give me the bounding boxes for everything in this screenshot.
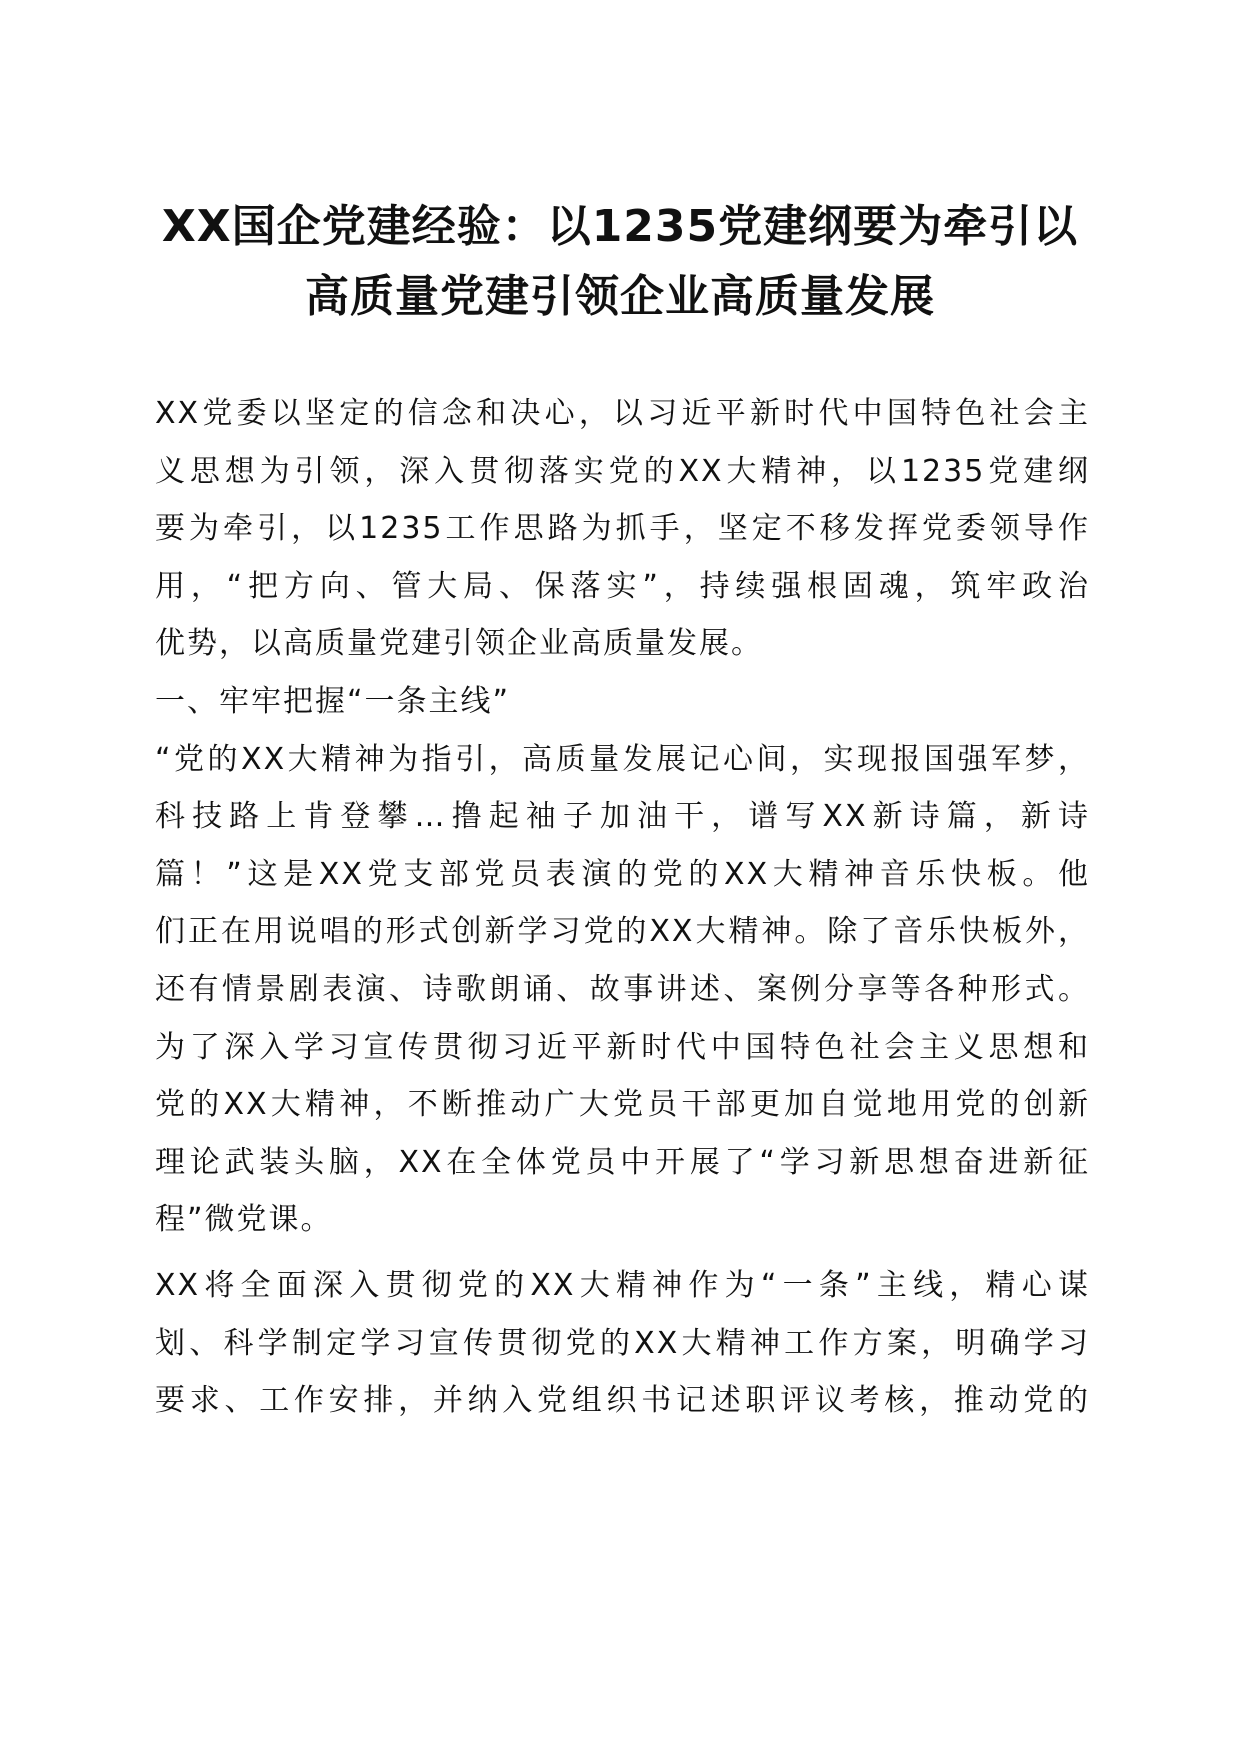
paragraph-line: XX党委以坚定的信念和决心，以习近平新时代中国特色社会主 bbox=[155, 396, 1090, 431]
paragraph-line: “党的XX大精神为指引，高质量发展记心间，实现报国强军梦， bbox=[155, 741, 1090, 777]
title-line: 高质量党建引领企业高质量发展 bbox=[305, 271, 935, 322]
paragraph-intro bbox=[155, 385, 1090, 673]
paragraph-line: 还有情景剧表演、诗歌朗诵、故事讲述、案例分享等各种形式。 bbox=[155, 971, 1090, 1007]
section-heading-text: 一、牢牢把握“一条主线” bbox=[155, 683, 511, 719]
paragraph-line: 党的XX大精神，不断推动广大党员干部更加自觉地用党的创新 bbox=[155, 1087, 1090, 1123]
paragraph-story bbox=[155, 731, 1090, 1249]
paragraph-line: 们正在用说唱的形式创新学习党的XX大精神。除了音乐快板外， bbox=[155, 914, 1090, 950]
paragraph-line: 义思想为引领，深入贯彻落实党的XX大精神，以1235党建纲 bbox=[155, 453, 1090, 489]
paragraph-line: 理论武装头脑，XX在全体党员中开展了“学习新思想奋进新征 bbox=[155, 1144, 1090, 1180]
paragraph-line: 篇！”这是XX党支部党员表演的党的XX大精神音乐快板。他 bbox=[155, 856, 1090, 892]
paragraph-line: 为了深入学习宣传贯彻习近平新时代中国特色社会主义思想和 bbox=[155, 1029, 1090, 1065]
document-title bbox=[150, 192, 1090, 332]
paragraph-line: 科技路上肯登攀…撸起袖子加油干，谱写XX新诗篇，新诗 bbox=[155, 799, 1090, 835]
paragraph-line: XX将全面深入贯彻党的XX大精神作为“一条”主线，精心谋 bbox=[155, 1267, 1090, 1303]
section-heading bbox=[155, 673, 1090, 731]
paragraph-line: 划、科学制定学习宣传贯彻党的XX大精神工作方案，明确学习 bbox=[155, 1325, 1090, 1361]
title-line: XX国企党建经验：以1235党建纲要为牵引以 bbox=[161, 201, 1079, 252]
paragraph-line: 要求、工作安排，并纳入党组织书记述职评议考核，推动党的 bbox=[155, 1383, 1090, 1419]
paragraph-line: 程”微党课。 bbox=[155, 1202, 333, 1238]
paragraph-line: 用，“把方向、管大局、保落实”，持续强根固魂，筑牢政治 bbox=[155, 568, 1090, 604]
paragraph-mainline bbox=[155, 1257, 1090, 1430]
paragraph-line: 要为牵引，以1235工作思路为抓手，坚定不移发挥党委领导作 bbox=[155, 511, 1090, 547]
document-body bbox=[155, 385, 1090, 1430]
paragraph-line: 优势，以高质量党建引领企业高质量发展。 bbox=[155, 626, 763, 662]
